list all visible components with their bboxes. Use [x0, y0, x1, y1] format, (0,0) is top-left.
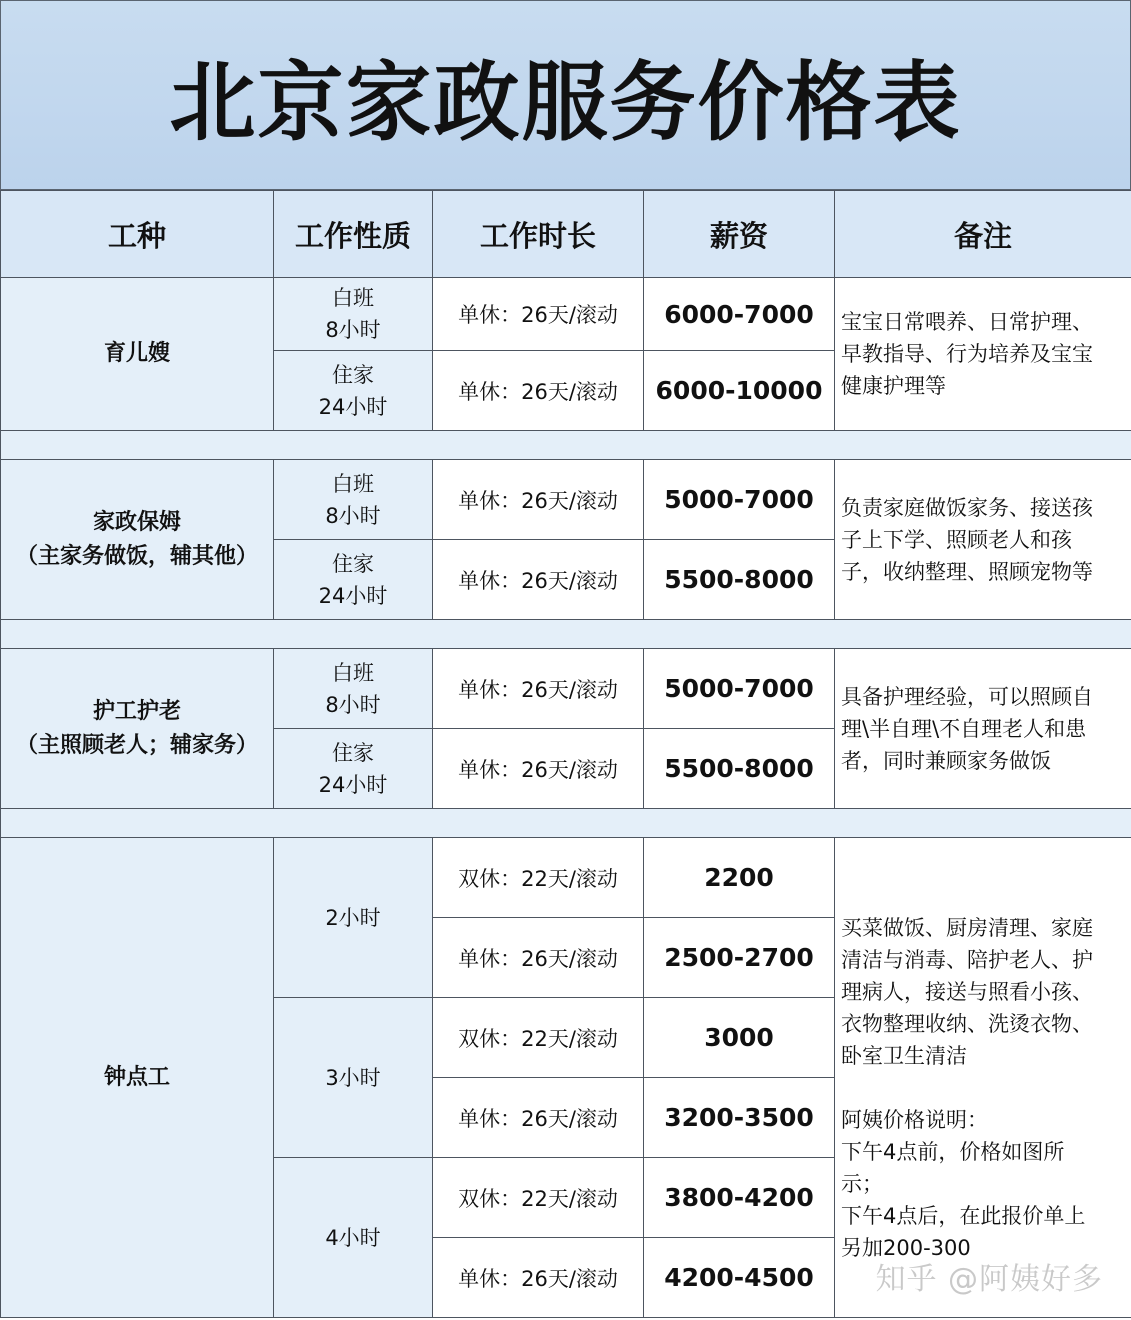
nature-line: 8小时 [325, 318, 381, 342]
nature-line: 24小时 [318, 583, 388, 608]
hours-cell: 单休：26天/滚动 [433, 1078, 644, 1158]
nature-line: 白班 [332, 286, 374, 310]
header-salary: 薪资 [644, 191, 835, 278]
hours-cell: 单休：26天/滚动 [433, 460, 644, 540]
table-row [1, 460, 1131, 540]
note-line: 者，同时兼顾家务做饭 [841, 748, 1051, 773]
nature-line: 白班 [332, 660, 374, 685]
note-line: 具备护理经验，可以照顾自 [841, 684, 1093, 709]
note-cell [835, 278, 1131, 431]
nature-cell [274, 278, 433, 351]
salary-cell: 5000-7000 [644, 460, 835, 540]
note-line [841, 1072, 1127, 1104]
type-cell [1, 649, 274, 809]
note-line: 衣物整理收纳、洗烫衣物、 [841, 1011, 1093, 1036]
hours-cell: 单休：26天/滚动 [433, 278, 644, 351]
separator-row [1, 431, 1131, 460]
salary-cell: 5000-7000 [644, 649, 835, 729]
nature-line: 8小时 [325, 692, 381, 717]
nature-line: 白班 [332, 471, 374, 496]
nature-line: 8小时 [325, 503, 381, 528]
salary-cell: 5500-8000 [644, 729, 835, 809]
note-cell [835, 838, 1131, 1318]
hours-cell: 双休：22天/滚动 [433, 998, 644, 1078]
nature-cell: 2小时 [274, 838, 433, 998]
hours-cell: 双休：22天/滚动 [433, 1158, 644, 1238]
note-line: 下午4点前，价格如图所 [841, 1139, 1065, 1164]
nature-cell: 4小时 [274, 1158, 433, 1318]
nature-line: 24小时 [318, 772, 388, 797]
header-hours: 工作时长 [433, 191, 644, 278]
hours-cell: 单休：26天/滚动 [433, 351, 644, 431]
table-row [1, 838, 1131, 918]
price-table [0, 190, 1131, 1318]
salary-cell: 2500-2700 [644, 918, 835, 998]
type-line: （主照顾老人；辅家务） [15, 732, 258, 758]
note-line: 负责家庭做饭家务、接送孩 [841, 495, 1093, 520]
nature-cell [274, 540, 433, 620]
watermark: 知乎 @阿姨好多 [875, 1262, 1103, 1297]
note-line: 下午4点后，在此报价单上 [841, 1203, 1086, 1228]
header-type: 工种 [1, 191, 274, 278]
table-row [1, 649, 1131, 729]
nature-line: 住家 [332, 551, 374, 576]
separator-cell [1, 431, 1131, 460]
note-line: 宝宝日常喂养、日常护理、 [841, 310, 1093, 334]
nature-line: 住家 [332, 740, 374, 765]
note-line: 子，收纳整理、照顾宠物等 [841, 559, 1093, 584]
separator-row [1, 809, 1131, 838]
nature-cell [274, 460, 433, 540]
hours-cell: 双休：22天/滚动 [433, 838, 644, 918]
note-line: 健康护理等 [841, 374, 946, 398]
salary-cell: 3800-4200 [644, 1158, 835, 1238]
note-cell [835, 649, 1131, 809]
nature-line: 住家 [332, 362, 374, 387]
type-cell [1, 460, 274, 620]
note-line: 买菜做饭、厨房清理、家庭 [841, 915, 1093, 940]
type-cell: 钟点工 [1, 838, 274, 1318]
salary-cell: 5500-8000 [644, 540, 835, 620]
separator-cell [1, 809, 1131, 838]
salary-cell: 6000-10000 [644, 351, 835, 431]
header-nature: 工作性质 [274, 191, 433, 278]
hours-cell: 单休：26天/滚动 [433, 1238, 644, 1318]
nature-cell [274, 649, 433, 729]
salary-cell: 4200-4500 [644, 1238, 835, 1318]
type-line: 家政保姆 [92, 509, 181, 535]
salary-cell: 6000-7000 [644, 278, 835, 351]
nature-line: 24小时 [318, 394, 388, 419]
nature-cell [274, 351, 433, 431]
table-row [1, 278, 1131, 351]
note-line: 理\半自理\不自理老人和患 [841, 716, 1087, 741]
note-cell [835, 460, 1131, 620]
header-note: 备注 [835, 191, 1131, 278]
note-line: 卧室卫生清洁 [841, 1043, 967, 1068]
salary-cell: 3200-3500 [644, 1078, 835, 1158]
hours-cell: 单休：26天/滚动 [433, 540, 644, 620]
note-line: 示； [841, 1171, 883, 1196]
note-line: 早教指导、行为培养及宝宝 [841, 342, 1093, 366]
note-line: 清洁与消毒、陪护老人、护 [841, 947, 1093, 972]
page-title: 北京家政服务价格表 [169, 53, 962, 153]
salary-cell: 3000 [644, 998, 835, 1078]
separator-row [1, 620, 1131, 649]
hours-cell: 单休：26天/滚动 [433, 918, 644, 998]
type-cell: 育儿嫂 [1, 278, 274, 431]
nature-cell: 3小时 [274, 998, 433, 1158]
title-banner [0, 0, 1131, 190]
note-line: 子上下学、照顾老人和孩 [841, 527, 1072, 552]
note-line: 理病人，接送与照看小孩、 [841, 979, 1093, 1004]
note-line: 阿姨价格说明： [841, 1107, 988, 1132]
separator-cell [1, 620, 1131, 649]
type-line: 护工护老 [92, 698, 181, 724]
nature-cell [274, 729, 433, 809]
salary-cell: 2200 [644, 838, 835, 918]
hours-cell: 单休：26天/滚动 [433, 729, 644, 809]
type-line: （主家务做饭，辅其他） [15, 543, 258, 569]
note-line: 另加200-300 [841, 1235, 971, 1260]
table-header-row [1, 191, 1131, 278]
hours-cell: 单休：26天/滚动 [433, 649, 644, 729]
